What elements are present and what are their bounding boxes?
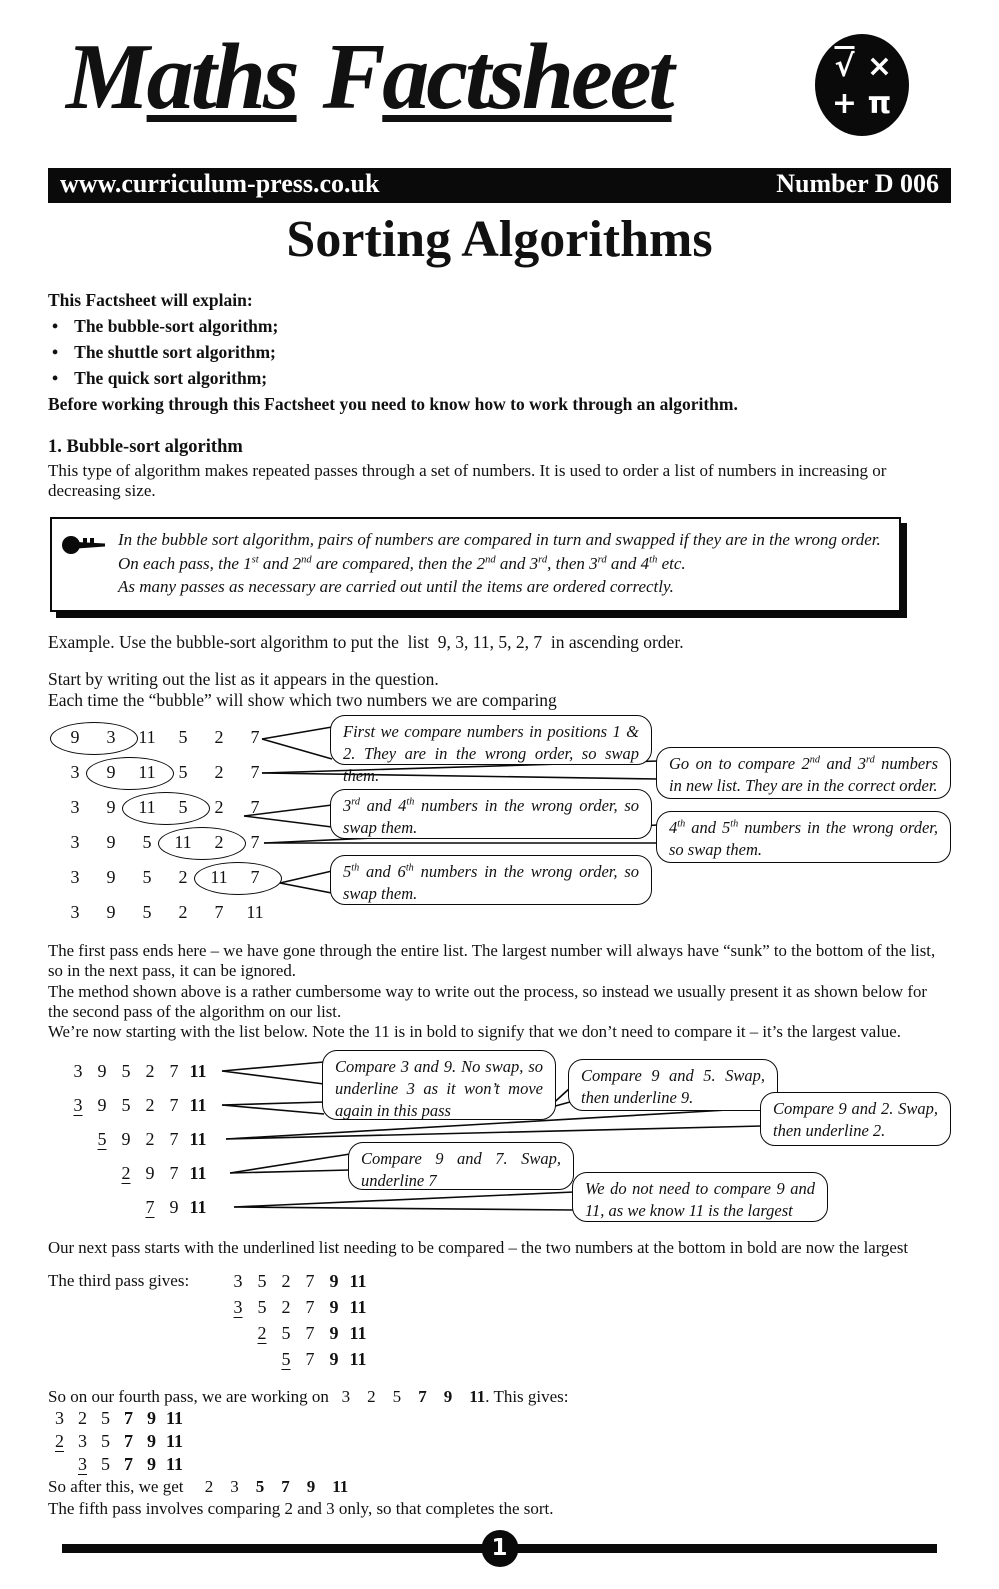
number-cell: 11: [138, 762, 156, 783]
paragraph: The first pass ends here – we have gone through the entire list. The largest number will always have “sunk” to the bottom of the list, so in the next pass, it can be ignored.: [48, 941, 936, 981]
third-pass-label: The third pass gives:: [48, 1271, 190, 1291]
number-cell: 11: [246, 902, 264, 923]
third-pass-intro: Our next pass starts with the underlined list needing to be compared – the two numbers at the bottom in bold are now the largest: [48, 1238, 909, 1258]
number-cell: 5: [101, 1408, 110, 1429]
number-cell: 5: [101, 1431, 110, 1452]
site-url[interactable]: www.curriculum-press.co.uk: [60, 169, 380, 198]
multiply-icon: ×: [866, 48, 893, 84]
intro-bullet-2: [48, 342, 951, 363]
keybox-line: In the bubble sort algorithm, pairs of numbers are compared in turn and swapped if they are in the wrong order.: [118, 530, 881, 550]
number-cell: 3: [78, 1431, 87, 1452]
number-cell: 5: [257, 1296, 267, 1317]
compare-ellipse: [122, 792, 210, 825]
number-cell: 11: [165, 1454, 183, 1475]
number-cell: 7: [124, 1454, 133, 1475]
number-cell: 5: [178, 762, 188, 783]
number-cell: 11: [349, 1348, 367, 1369]
number-row: [226, 1320, 951, 1346]
number-cell: 2: [178, 867, 188, 888]
compare-ellipse: [158, 827, 246, 860]
keybox-line: On each pass, the 1st and 2nd are compared, then the 2nd and 3rd, then 3rd and 4th etc.: [118, 553, 686, 573]
number-cell: 11: [189, 1060, 207, 1081]
callout-3rd-4th-wrong-order: 3rd and 4th numbers in the wrong order, so swap them.: [330, 789, 652, 839]
number-cell: 9: [329, 1322, 339, 1343]
number-cell: 9: [106, 832, 116, 853]
number-cell: 9: [145, 1162, 155, 1183]
number-cell: 2: [78, 1408, 87, 1429]
page-title: Sorting Algorithms: [286, 211, 713, 268]
number-cell: 5: [142, 867, 152, 888]
number-cell: 11: [165, 1431, 183, 1452]
number-cell: 9: [106, 797, 116, 818]
issue-number: Number D 006: [776, 169, 939, 198]
sqrt-icon: √: [834, 48, 855, 84]
paragraph: We’re now starting with the list below. Note the 11 is in bold to signify that we don’t need to compare it – it’s the largest value.: [48, 1021, 901, 1041]
number-cell: 2: [214, 797, 224, 818]
number-cell: 9: [329, 1296, 339, 1317]
number-cell: 3: [78, 1454, 87, 1475]
number-cell: 2: [55, 1431, 64, 1452]
number-cell: 5: [121, 1060, 131, 1081]
compare-ellipse: [50, 722, 138, 755]
callout-compare-9-and-5: Compare 9 and 5. Swap, then underline 9.: [568, 1059, 778, 1111]
number-cell: 9: [106, 902, 116, 923]
page-number-badge: 1: [481, 1530, 518, 1567]
masthead-word-aths: aths: [146, 25, 297, 129]
number-cell: 11: [349, 1296, 367, 1317]
key-icon: [61, 532, 107, 564]
callout-compare-3-and-9: Compare 3 and 9. No swap, so underline 3 as it won’t move again in this pass: [322, 1050, 556, 1120]
keybox-line: As many passes as necessary are carried out until the items are ordered correctly.: [118, 577, 674, 597]
number-cell: 9: [147, 1408, 156, 1429]
number-cell: 5: [178, 727, 188, 748]
fourth-pass-intro: So on our fourth pass, we are working on 3 2 5 7 9 11. This gives:: [48, 1387, 569, 1407]
number-cell: 3: [70, 797, 80, 818]
number-cell: 7: [305, 1270, 315, 1291]
first-pass-diagram: [48, 715, 951, 933]
number-cell: 7: [305, 1322, 315, 1343]
number-cell: 11: [165, 1408, 183, 1429]
number-cell: 7: [145, 1196, 155, 1217]
number-cell: 5: [142, 902, 152, 923]
callout-compare-9-and-7: Compare 9 and 7. Swap, underline 7: [348, 1142, 574, 1190]
number-cell: 9: [70, 727, 80, 748]
number-cell: 7: [124, 1431, 133, 1452]
number-cell: 9: [147, 1431, 156, 1452]
number-cell: 2: [121, 1162, 131, 1183]
number-cell: 7: [250, 727, 260, 748]
number-row: [226, 1346, 951, 1372]
number-cell: 3: [233, 1270, 243, 1291]
bullet-label: The bubble-sort algorithm;: [74, 316, 279, 337]
number-cell: 5: [142, 832, 152, 853]
number-cell: 3: [106, 727, 116, 748]
start-line-2: Each time the “bubble” will show which two numbers we are comparing: [48, 690, 557, 711]
number-cell: 3: [55, 1408, 64, 1429]
bullet-icon: •: [52, 342, 59, 363]
fourth-pass-result: So after this, we get 2 3 5 7 9 11: [48, 1477, 349, 1497]
callout-no-need-compare-9-11: We do not need to compare 9 and 11, as we know 11 is the largest: [572, 1172, 828, 1222]
number-row: [226, 1268, 951, 1294]
number-cell: 7: [250, 762, 260, 783]
number-cell: 11: [189, 1094, 207, 1115]
third-pass-block: [48, 1268, 951, 1372]
number-cell: 9: [106, 867, 116, 888]
number-cell: 5: [257, 1270, 267, 1291]
number-cell: 2: [214, 762, 224, 783]
second-pass-diagram: [48, 1046, 951, 1232]
intro-lead: This Factsheet will explain:: [48, 290, 253, 311]
number-row: [48, 1407, 951, 1430]
start-instructions: [48, 669, 951, 713]
compare-ellipse: [86, 757, 174, 790]
section1-description: This type of algorithm makes repeated passes through a set of numbers. It is used to order a list of numbers in increasing or decreasing size.: [48, 461, 887, 501]
number-cell: 5: [121, 1094, 131, 1115]
number-row: [48, 1430, 951, 1453]
number-row: [226, 1294, 951, 1320]
callout-compare-9-and-2: Compare 9 and 2. Swap, then underline 2.: [760, 1092, 951, 1146]
bullet-icon: •: [52, 316, 59, 337]
number-cell: 2: [281, 1270, 291, 1291]
bullet-label: The shuttle sort algorithm;: [74, 342, 276, 363]
fourth-pass-block: [48, 1386, 951, 1519]
number-cell: 2: [281, 1296, 291, 1317]
number-cell: 2: [145, 1128, 155, 1149]
number-cell: 9: [97, 1060, 107, 1081]
page-footer: [48, 1527, 951, 1573]
pi-icon: π: [867, 85, 892, 121]
number-cell: 7: [305, 1348, 315, 1369]
intro-note: Before working through this Factsheet you need to know how to work through an algorithm.: [48, 394, 738, 415]
number-cell: 7: [214, 902, 224, 923]
maths-symbols-logo: [815, 34, 909, 136]
masthead-word-actsheet: actsheet: [382, 25, 672, 129]
masthead-cap-m: M: [66, 25, 147, 129]
number-cell: 3: [70, 867, 80, 888]
number-cell: 11: [210, 867, 228, 888]
number-cell: 11: [174, 832, 192, 853]
topbar: [48, 168, 951, 203]
bullet-icon: •: [52, 368, 59, 389]
number-cell: 7: [305, 1296, 315, 1317]
number-cell: 9: [106, 762, 116, 783]
number-cell: 3: [70, 832, 80, 853]
compare-ellipse: [194, 862, 282, 895]
masthead-cap-f: F: [322, 25, 383, 129]
number-cell: 3: [70, 902, 80, 923]
number-cell: 7: [169, 1060, 179, 1081]
number-cell: 7: [169, 1094, 179, 1115]
masthead: [48, 25, 951, 160]
number-cell: 7: [169, 1162, 179, 1183]
after-first-pass-text: [48, 941, 951, 1042]
number-cell: 5: [178, 797, 188, 818]
number-cell: 7: [124, 1408, 133, 1429]
number-cell: 11: [189, 1128, 207, 1149]
callout-compare-positions-1-2: First we compare numbers in positions 1 & 2. They are in the wrong order, so swap them.: [330, 715, 652, 765]
number-cell: 7: [250, 832, 260, 853]
number-cell: 11: [349, 1270, 367, 1291]
number-cell: 9: [121, 1128, 131, 1149]
number-cell: 9: [97, 1094, 107, 1115]
number-cell: 9: [147, 1454, 156, 1475]
example-line: Example. Use the bubble-sort algorithm to put the list 9, 3, 11, 5, 2, 7 in ascending order.: [48, 631, 684, 652]
start-line-1: Start by writing out the list as it appears in the question.: [48, 668, 439, 689]
number-cell: 3: [73, 1094, 83, 1115]
plus-icon: +: [831, 85, 858, 121]
bullet-label: The quick sort algorithm;: [74, 368, 268, 389]
number-cell: 9: [329, 1270, 339, 1291]
callout-compare-2nd-3rd: Go on to compare 2nd and 3rd numbers in new list. They are in the correct order.: [656, 747, 951, 799]
number-cell: 9: [329, 1348, 339, 1369]
number-cell: 7: [250, 867, 260, 888]
number-cell: 3: [73, 1060, 83, 1081]
number-cell: 2: [145, 1060, 155, 1081]
pass4-rows: [48, 1407, 951, 1476]
number-cell: 5: [97, 1128, 107, 1149]
number-cell: 5: [101, 1454, 110, 1475]
number-cell: 3: [233, 1296, 243, 1317]
number-cell: 5: [281, 1322, 291, 1343]
number-cell: 11: [138, 727, 156, 748]
number-row: [48, 1453, 951, 1476]
number-cell: 5: [281, 1348, 291, 1369]
callout-5th-6th-wrong-order: 5th and 6th numbers in the wrong order, so swap them.: [330, 855, 652, 905]
callout-4th-5th-wrong-order: 4th and 5th numbers in the wrong order, so swap them.: [656, 811, 951, 863]
number-cell: 2: [257, 1322, 267, 1343]
key-point-box: [50, 517, 901, 611]
number-cell: 2: [178, 902, 188, 923]
number-cell: 11: [189, 1196, 207, 1217]
number-cell: 11: [189, 1162, 207, 1183]
pass3-rows: [226, 1268, 951, 1372]
number-cell: 2: [214, 727, 224, 748]
intro-section: [48, 290, 951, 415]
number-cell: 2: [145, 1094, 155, 1115]
number-cell: 7: [250, 797, 260, 818]
intro-bullet-3: [48, 368, 951, 389]
number-cell: 2: [214, 832, 224, 853]
number-cell: 9: [169, 1196, 179, 1217]
paragraph: The method shown above is a rather cumbersome way to write out the process, so instead we usually present it as shown below for the second pass of the algorithm on our list.: [48, 981, 927, 1021]
fifth-pass-note: The fifth pass involves comparing 2 and 3 only, so that completes the sort.: [48, 1498, 554, 1518]
section1-heading: 1. Bubble-sort algorithm: [48, 437, 243, 458]
number-cell: 3: [70, 762, 80, 783]
number-cell: 11: [138, 797, 156, 818]
number-cell: 11: [349, 1322, 367, 1343]
number-cell: 7: [169, 1128, 179, 1149]
intro-bullet-1: [48, 316, 951, 337]
